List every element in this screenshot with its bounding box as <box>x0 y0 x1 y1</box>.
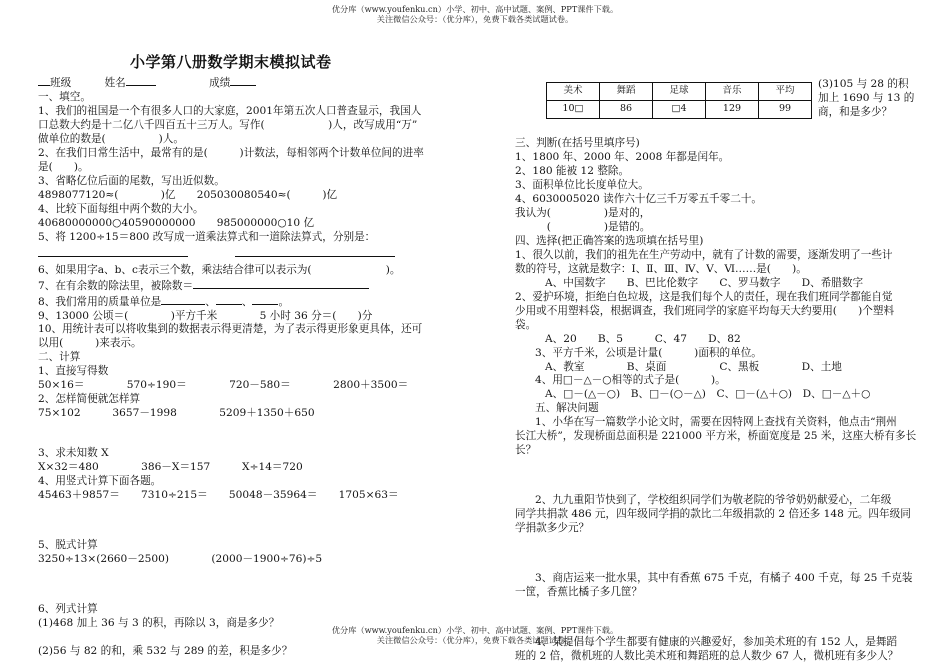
calc-2-heading: 2、怎样简便就怎样算 <box>38 393 141 406</box>
q4-items: 40680000000○40590000000 985000000○10 亿 <box>38 216 315 229</box>
choice-1-line-b: 数的符号，这就是数字：Ⅰ、Ⅱ、Ⅲ、Ⅳ、Ⅴ、Ⅵ……是( )。 <box>515 262 807 275</box>
q8: 8、我们常用的质量单位是 <box>38 295 162 308</box>
problem-3-line-a: 3、商店运来一批水果，其中有香蕉 675 千克，有橘子 400 千克，每 25 千克装 <box>535 572 913 585</box>
choice-3-options: A、教室 B、桌面 C、黑板 D、土地 <box>545 360 842 373</box>
q7: 7、在有余数的除法里，被除数＝ <box>38 279 194 292</box>
choice-2-line-b: 少用或不用塑料袋，根据调查，我们班同学的家庭平均每天大约要用( )个塑料 <box>515 304 895 317</box>
problem-1-line-c: 长？ <box>515 444 537 457</box>
calc-3-heading: 3、求未知数 X <box>38 447 109 460</box>
q8-blank-3[interactable] <box>252 294 278 305</box>
q2-line-b: 是( )。 <box>38 160 89 173</box>
choice-2-options: A、20 B、5 C、47 D、82 <box>545 332 741 345</box>
table-row <box>547 101 812 119</box>
name-blank[interactable] <box>126 75 156 86</box>
section-3-heading: 三、判断(在括号里填序号) <box>515 137 640 149</box>
section-5-heading: 五、解决问题 <box>535 402 599 415</box>
q1-line-a: 1、我们的祖国是一个有很多人口的大家庭，2001年第五次人口普查显示，我国人 <box>38 104 422 117</box>
calc-5-items: 3250÷13×(2660－2500) (2000－1900÷76)÷5 <box>38 553 323 566</box>
section-4-heading: 四、选择(把正确答案的选项填在括号里) <box>515 234 704 247</box>
table-header-cell: 平均 <box>759 83 812 101</box>
student-info-row <box>38 75 438 91</box>
exam-title: 小学第八册数学期末模拟试卷 <box>130 53 332 71</box>
choice-3: 3、平方千米，公顷是计量( )面积的单位。 <box>535 346 762 359</box>
table-header-cell: 足球 <box>653 83 706 101</box>
table-header-cell: 美术 <box>547 83 600 101</box>
problem-2-line-c: 学捐款多少元？ <box>515 522 590 535</box>
q5-answer-blank-2[interactable] <box>235 246 395 257</box>
name-label: 姓名 <box>104 77 126 89</box>
q2-line-a: 2、在我们日常生活中，最常有的是( )计数法，每相邻两个计数单位间的进率 <box>38 146 424 159</box>
calc-1-items: 50×16＝ 570÷190＝ 720－580＝ 2800＋3500＝ <box>38 379 409 392</box>
judge-1: 1、1800 年、2000 年、2008 年都是闰年。 <box>515 150 730 163</box>
judge-2: 2、180 能被 12 整除。 <box>515 164 630 177</box>
choice-4: 4、用□－△－○相等的式子是( )。 <box>535 374 726 387</box>
calc-2-items: 75×102 3657－1998 5209＋1350＋650 <box>38 407 315 420</box>
table-cell: 99 <box>759 101 812 119</box>
calc-4-heading: 4、用竖式计算下面各题。 <box>38 475 162 488</box>
header-line-1: 优分库（www.youfenku.cn）小学、初中、高中试题、案例、PPT课件下载。 <box>331 4 619 14</box>
choice-1-options: A、中国数字 B、巴比伦数字 C、罗马数字 D、希腊数字 <box>545 276 864 289</box>
table-cell: 10□ <box>547 101 600 119</box>
class-blank[interactable] <box>38 75 50 86</box>
problem-4-line-b: 班的 2 倍，微机班的人数比美术班和舞蹈班的总人数少 67 人，微机班有多少人？ <box>515 650 899 663</box>
calc-6-item-2: (2)56 与 82 的和，乘 532 与 289 的差，积是多少？ <box>38 645 293 657</box>
calc-5-heading: 5、脱式计算 <box>38 539 98 552</box>
q1-line-c: 做单位的数是( )人。 <box>38 132 184 145</box>
calc-3-items: X×32＝480 386－X＝157 X÷14＝720 <box>38 461 303 474</box>
q5-answer-lines <box>38 245 438 264</box>
q10-line-a: 10、用统计表可以将收集到的数据表示得更清楚，为了表示得更形象更具体，还可 <box>38 323 423 336</box>
problem-2-line-a: 2、九九重阳节快到了，学校组织同学们为敬老院的爷爷奶奶献爱心，二年级 <box>535 494 892 507</box>
score-table <box>546 82 812 119</box>
choice-2-line-c: 袋。 <box>515 318 537 331</box>
judge-4: 4、6030005020 读作六十亿三千万零五千零二十。 <box>515 192 763 205</box>
table-cell: □4 <box>653 101 706 119</box>
calc-6-item-1: (1)468 加上 36 与 3 的积，再除以 3，商是多少？ <box>38 617 280 630</box>
judge-correct: 我认为( )是对的， <box>515 206 651 219</box>
choice-4-options: A、□－(△－○) B、□－(○－△) C、□－(△＋○) D、□－△＋○ <box>545 388 871 401</box>
q3: 3、省略亿位后面的尾数，写出近似数。 <box>38 174 225 187</box>
judge-wrong: ( )是错的。 <box>515 220 651 233</box>
page-header <box>0 4 950 25</box>
footer-line-2: 关注微信公众号：（优分库），免费下载各类试题试卷。 <box>376 635 574 646</box>
table-header-cell: 音乐 <box>706 83 759 101</box>
problem-2-line-b: 同学共捐款 486 元，四年级同学捐的款比二年级捐款的 2 倍还多 148 元。四年级同 <box>515 508 911 521</box>
problem-1-line-b: 长江大桥”，发现桥面总面积是 221000 平方米，桥面宽度是 25 米，这座大桥有多长 <box>515 430 917 443</box>
calc-6-heading: 6、列式计算 <box>38 603 98 616</box>
table-cell: 129 <box>706 101 759 119</box>
table-cell: 86 <box>600 101 653 119</box>
problem-3-line-b: 一筐，香蕉比橘子多几筐？ <box>515 586 643 599</box>
q5-answer-blank-1[interactable] <box>38 246 188 257</box>
header-line-2: 关注微信公众号：（优分库），免费下载各类试题试卷。 <box>376 14 574 25</box>
q4: 4、比较下面每组中两个数的大小。 <box>38 202 204 215</box>
calc-1-heading: 1、直接写得数 <box>38 365 109 378</box>
q1-line-b: 口总数大约是十二亿八千四百五十三万人。写作( )人，改写成用“万” <box>38 118 418 131</box>
section-1-heading: 一、填空。 <box>38 90 91 103</box>
q8-blank-2[interactable] <box>216 294 242 305</box>
page-footer <box>0 625 950 646</box>
choice-1-line-a: 1、很久以前，我们的祖先在生产劳动中，就有了计数的需要，逐渐发明了一些计 <box>515 248 893 261</box>
table-header-cell: 舞蹈 <box>600 83 653 101</box>
q7-blank[interactable] <box>193 278 369 289</box>
score-blank[interactable] <box>230 75 256 86</box>
footer-line-1: 优分库（www.youfenku.cn）小学、初中、高中试题、案例、PPT课件下载。 <box>331 625 619 635</box>
calc-6-item-3: (3)105 与 28 的积加上 1690 与 13 的商，和是多少？ <box>818 78 915 118</box>
problem-1-line-a: 1、小华在写一篇数学小论文时，需要在因特网上查找有关资料，他点击“荆州 <box>535 416 897 429</box>
q3-items: 4898077120≈( )亿 205030080540≈( )亿 <box>38 188 338 201</box>
judge-3: 3、面积单位比长度单位大。 <box>515 178 649 191</box>
class-label: 班级 <box>50 77 72 89</box>
q8-row: 8、我们常用的质量单位是 、 、 。 <box>38 295 290 308</box>
problem-4-line-a: 4、某提倡每个学生都要有健康的兴趣爱好，参加美术班的有 152 人，是舞蹈 <box>535 636 898 649</box>
q10-line-b: 以用( )来表示。 <box>38 337 142 350</box>
q9: 9、13000 公顷＝( )平方千米 5 小时 36 分＝( )分 <box>38 309 373 322</box>
q8-blank-1[interactable] <box>161 294 205 305</box>
choice-2-line-a: 2、爱护环境，拒绝白色垃圾，这是我们每个人的责任，现在我们班同学都能自觉 <box>515 290 893 303</box>
section-2-heading: 二、计算 <box>38 351 81 364</box>
q6: 6、如果用字a、b、c表示三个数，乘法结合律可以表示为( )。 <box>38 263 401 276</box>
q7-row <box>38 278 438 294</box>
left-column <box>38 75 438 659</box>
table-header-row <box>547 83 812 101</box>
score-label: 成绩 <box>209 77 231 89</box>
right-column <box>515 137 917 664</box>
calc-4-items: 45463＋9857＝ 7310÷215＝ 50048－35964＝ 1705×63＝ <box>38 489 399 502</box>
q5: 5、将 1200÷15＝800 改写成一道乘法算式和一道除法算式，分别是： <box>38 230 376 243</box>
